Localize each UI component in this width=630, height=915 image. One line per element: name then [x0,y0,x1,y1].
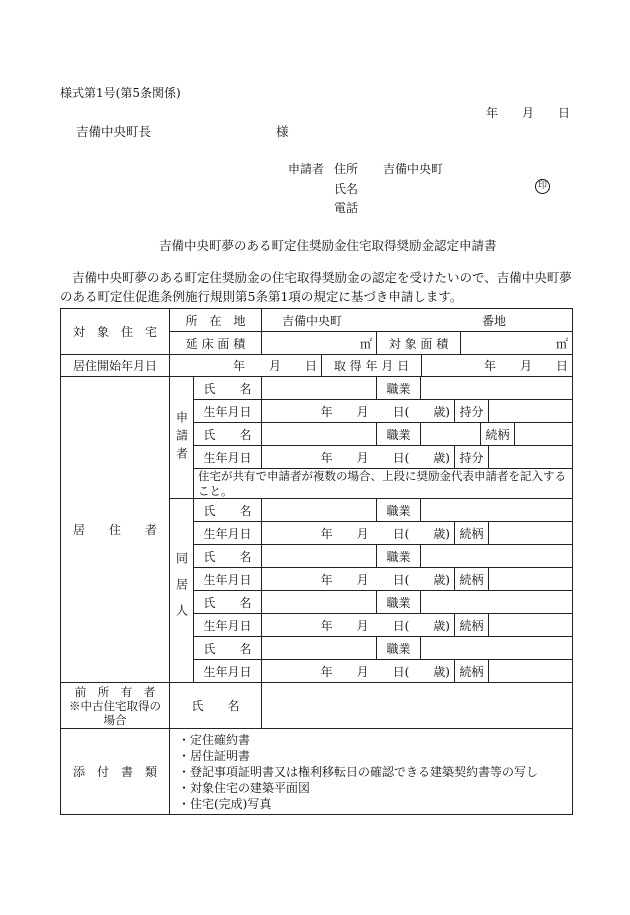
applicant-label: 申請者 [288,162,325,176]
attachment-item: ・登記事項証明書又は権利移転日の確認できる建築契約書等の写し [178,764,539,779]
address-value: 吉備中央町 [383,162,444,176]
previous-owner-name[interactable] [262,683,573,729]
previous-owner-title: 前 所 有 者 [74,684,156,699]
cohabitant2-relation[interactable] [489,568,573,591]
applicant2-birth[interactable]: 年 月 日( 歳) [262,446,455,469]
applicant2-share[interactable] [489,446,573,469]
cohabitant2-occupation-label: 職業 [377,545,421,568]
cohabitant4-birth[interactable]: 年 月 日( 歳) [262,660,455,683]
cohabitant1-occupation[interactable] [421,499,573,522]
cohabitant4-occupation[interactable] [421,637,573,660]
cohabitant4-name[interactable] [262,637,377,660]
cohabitants-vertical-label: 同居人 [170,499,194,683]
applicant2-name[interactable] [262,423,377,446]
application-table [60,308,573,815]
previous-owner-note-2: 場合 [103,712,127,727]
lot-suffix: 番地 [482,313,507,328]
addressee: 吉備中央町長 様 [76,124,289,139]
applicant2-share-label: 持分 [455,446,489,469]
body-text: 吉備中央町夢のある町定住奨励金の住宅取得奨励金の認定を受けたいので、吉備中央町夢のある町定住促進条例施行規則第5条第1項の規定に基づき申請します。 [60,270,572,304]
cohabitant4-birth-label: 生年月日 [194,660,262,683]
target-area-cell[interactable] [461,332,573,355]
cohabitant1-birth-label: 生年月日 [194,522,262,545]
address-label: 住所 [334,162,359,176]
phone-label: 電話 [334,201,359,215]
cohabitant2-occupation[interactable] [421,545,573,568]
cohabitant3-name[interactable] [262,591,377,614]
acquisition-date-label: 取 得 年 月 日 [322,355,422,377]
cohabitant3-name-label: 氏 名 [194,591,262,614]
residence-start-date[interactable]: 年 月 日 [170,355,322,377]
attachments-list [170,729,573,815]
applicant2-occupation-label: 職業 [377,423,421,446]
location-cell[interactable] [262,309,573,332]
applicant2-relation[interactable] [515,423,573,446]
cohabitant2-name-label: 氏 名 [194,545,262,568]
target-area-unit: ㎡ [555,336,568,351]
cohabitant1-relation[interactable] [489,522,573,545]
cohabitant2-birth[interactable]: 年 月 日( 歳) [262,568,455,591]
attachment-item: ・定住確約書 [178,732,251,747]
cohabitant3-occupation[interactable] [421,591,573,614]
applicant2-occupation[interactable] [421,423,481,446]
attachment-item: ・対象住宅の建築平面図 [178,780,311,795]
cohabitant4-name-label: 氏 名 [194,637,262,660]
target-area-label: 対 象 面 積 [377,332,461,355]
applicant1-occupation[interactable] [421,377,573,400]
cohabitant1-name-label: 氏 名 [194,499,262,522]
cohabitant3-relation[interactable] [489,614,573,637]
target-house-header: 対 象 住 宅 [61,309,170,355]
location-label: 所 在 地 [170,309,262,332]
cohabitant3-occupation-label: 職業 [377,591,421,614]
seal-icon: 印 [535,179,550,194]
cohabitant1-relation-label: 続柄 [455,522,489,545]
floor-area-unit: ㎡ [359,336,372,351]
applicant2-relation-label: 続柄 [481,423,515,446]
attachment-item: ・住宅(完成)写真 [178,796,272,811]
applicant1-name-label: 氏 名 [194,377,262,400]
acquisition-date[interactable]: 年 月 日 [422,355,573,377]
cohabitant1-occupation-label: 職業 [377,499,421,522]
cohabitant3-relation-label: 続柄 [455,614,489,637]
applicant1-name[interactable] [262,377,377,400]
cohabitant2-relation-label: 続柄 [455,568,489,591]
previous-owner-note: ※中古住宅取得の [69,698,161,713]
cohabitant3-birth-label: 生年月日 [194,614,262,637]
applicant1-share-label: 持分 [455,400,489,423]
attachment-item: ・居住証明書 [178,748,251,763]
cohabitant4-occupation-label: 職業 [377,637,421,660]
cohabitant2-birth-label: 生年月日 [194,568,262,591]
applicant1-birth[interactable]: 年 月 日( 歳) [262,400,455,423]
applicant1-occupation-label: 職業 [377,377,421,400]
cohabitant1-name[interactable] [262,499,377,522]
cohabitant2-name[interactable] [262,545,377,568]
document-title: 吉備中央町夢のある町定住奨励金住宅取得奨励金認定申請書 [159,238,497,253]
residents-header: 居 住 者 [61,377,170,683]
cohabitant1-birth[interactable]: 年 月 日( 歳) [262,522,455,545]
previous-owner-name-label: 氏 名 [170,683,262,729]
name-label: 氏名 [334,182,359,196]
form-number: 様式第1号(第5条関係) [60,86,181,100]
cohabitant3-birth[interactable]: 年 月 日( 歳) [262,614,455,637]
cohabitant4-relation-label: 続柄 [455,660,489,683]
applicant2-name-label: 氏 名 [194,423,262,446]
previous-owner-header [61,683,170,729]
date-line: 年 月 日 [486,106,571,120]
applicant-vertical-label: 申請者 [170,377,194,499]
applicant1-share[interactable] [489,400,573,423]
location-value: 吉備中央町 [282,313,343,328]
attachments-header: 添 付 書 類 [61,729,170,815]
floor-area-cell[interactable] [262,332,377,355]
cohabitant4-relation[interactable] [489,660,573,683]
applicant2-birth-label: 生年月日 [194,446,262,469]
floor-area-label: 延 床 面 積 [170,332,262,355]
co-ownership-note: 住宅が共有で申請者が複数の場合、上段に奨励金代表申請者を記入すること。 [194,469,573,499]
residence-start-label: 居住開始年月日 [61,355,170,377]
applicant1-birth-label: 生年月日 [194,400,262,423]
